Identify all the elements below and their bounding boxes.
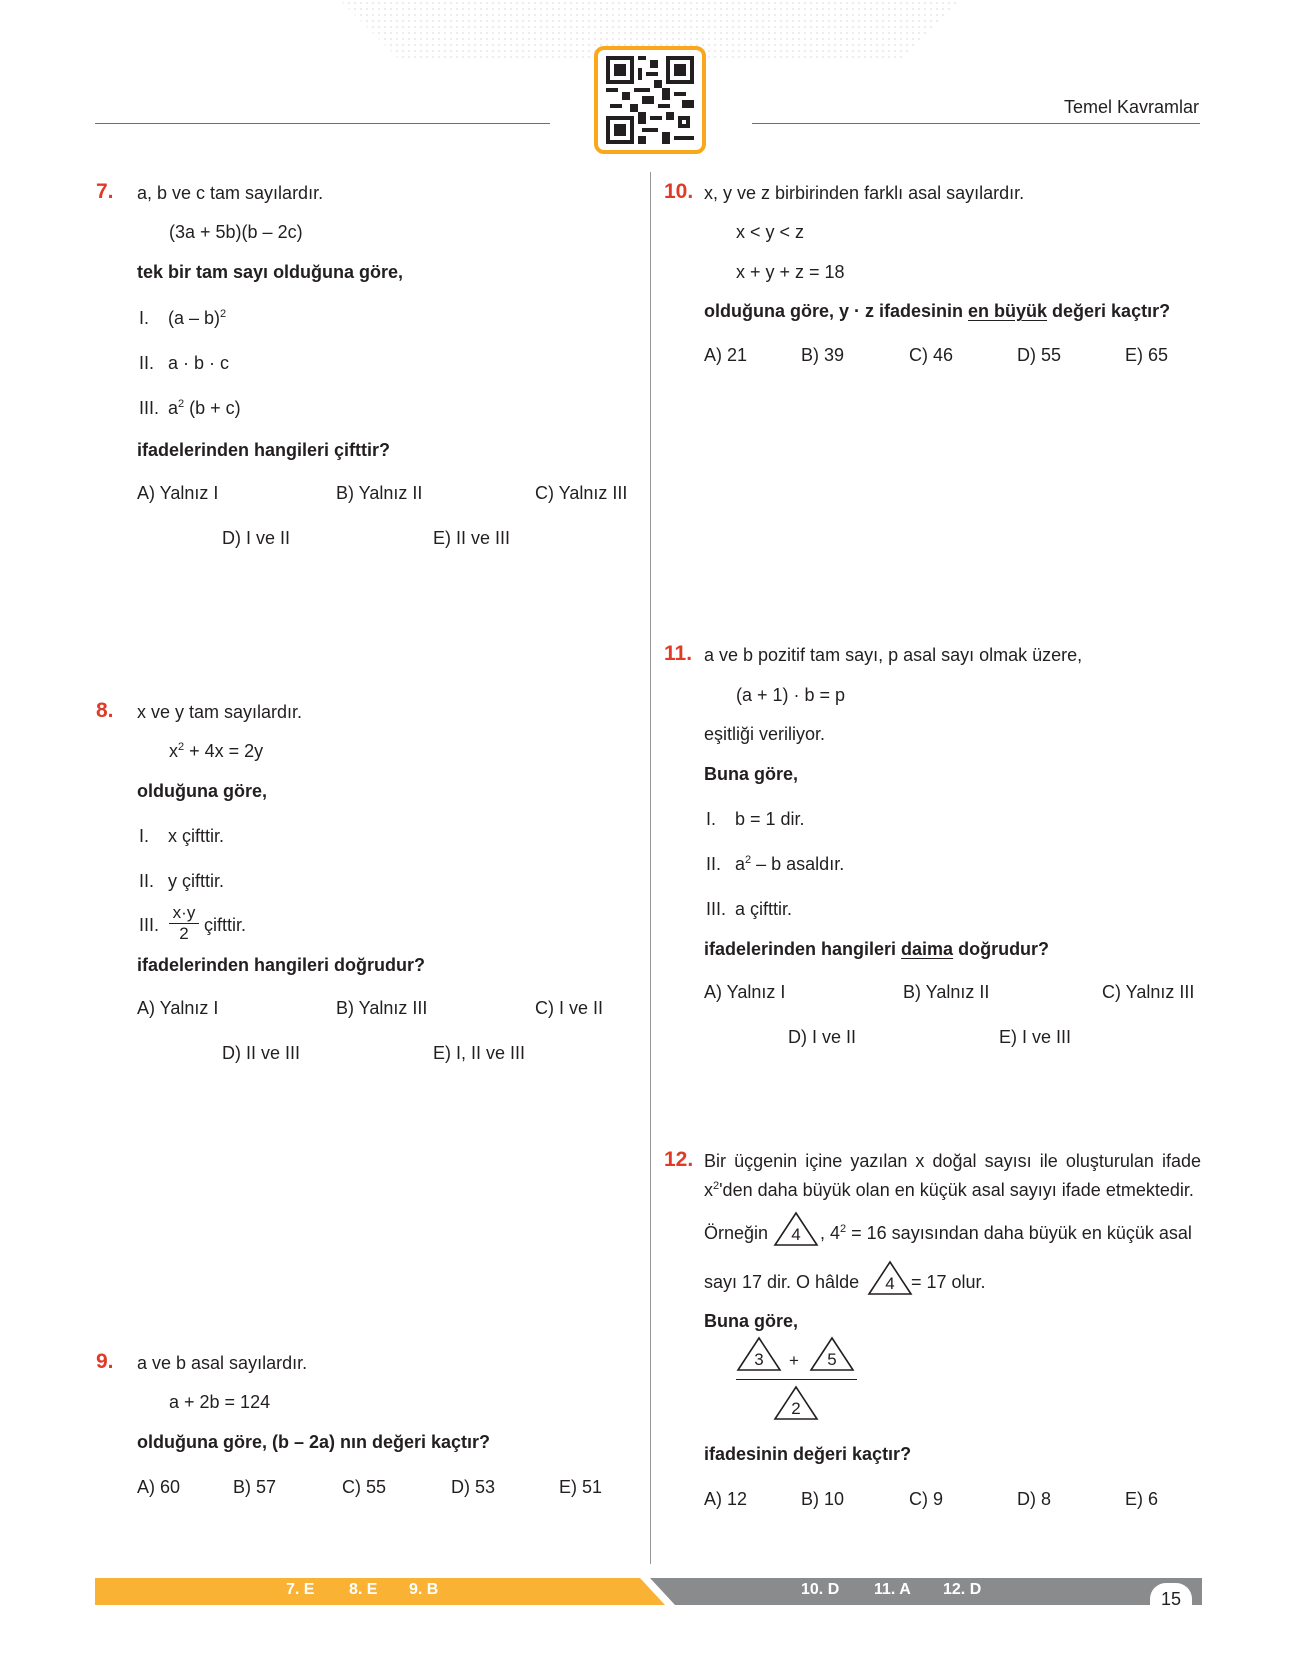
- question-number: 11.: [664, 642, 693, 665]
- option-e[interactable]: E) 51: [559, 1477, 603, 1497]
- option-b[interactable]: B) Yalnız II: [903, 982, 990, 1002]
- answer-key-item: 8. E: [349, 1581, 378, 1598]
- triangle-value: 3: [754, 1350, 764, 1369]
- answer-key-item: 9. B: [409, 1581, 439, 1598]
- triangle-value: 4: [885, 1274, 895, 1293]
- option-c[interactable]: C) 9: [909, 1489, 944, 1509]
- item-label: I.: [706, 809, 717, 829]
- option-d[interactable]: D) 8: [1017, 1489, 1052, 1509]
- fraction-bar: [736, 1379, 857, 1380]
- option-c[interactable]: C) I ve II: [535, 998, 604, 1018]
- triangle-icon: [773, 1385, 819, 1421]
- question-prompt: ifadelerinden hangileri daima doğrudur?: [704, 939, 1050, 959]
- question-stem: a ve b asal sayılardır.: [137, 1353, 308, 1373]
- answer-key-item: 10. D: [801, 1581, 840, 1598]
- triangle-value: 5: [827, 1350, 837, 1369]
- item-label: I.: [139, 826, 150, 846]
- question-condition: Buna göre,: [704, 1311, 799, 1331]
- question-number: 12.: [664, 1148, 694, 1171]
- example-result: = 17 olur.: [911, 1272, 986, 1292]
- question-stem: a, b ve c tam sayılardır.: [137, 183, 324, 203]
- column-divider: [650, 172, 651, 1564]
- option-a[interactable]: A) Yalnız I: [137, 483, 219, 503]
- option-b[interactable]: B) Yalnız II: [336, 483, 423, 503]
- option-a[interactable]: A) 21: [704, 345, 748, 365]
- option-b[interactable]: B) 57: [233, 1477, 277, 1497]
- item-text: $a^2$ – b asaldır.: [735, 854, 845, 874]
- fraction: [169, 903, 199, 944]
- question-number: 7.: [96, 180, 114, 203]
- option-c[interactable]: C) 55: [342, 1477, 387, 1497]
- fraction-denominator: 2: [169, 923, 199, 944]
- triangle-value: 4: [791, 1225, 801, 1244]
- option-d[interactable]: D) II ve III: [222, 1043, 301, 1063]
- question-number: 10.: [664, 180, 694, 203]
- option-c[interactable]: C) Yalnız III: [535, 483, 628, 503]
- option-c[interactable]: C) Yalnız III: [1102, 982, 1195, 1002]
- example-text: , $4^2 = 16$ sayısından daha büyük en küçük asal: [820, 1223, 1192, 1243]
- example-conclusion: sayı 17 dir. O hâlde: [704, 1272, 860, 1292]
- item-label: II.: [139, 871, 155, 891]
- question-condition: tek bir tam sayı olduğuna göre,: [137, 262, 404, 282]
- item-text: $a^2$ (b + c): [168, 398, 241, 418]
- question-stem: x, y ve z birbirinden farklı asal sayılardır.: [704, 183, 1025, 203]
- option-b[interactable]: B) 10: [801, 1489, 845, 1509]
- given-equation: a + 2b = 124: [169, 1392, 271, 1412]
- option-a[interactable]: A) 60: [137, 1477, 181, 1497]
- item-text: y çifttir.: [168, 871, 225, 891]
- item-label: III.: [139, 915, 160, 935]
- item-text: a · b · c: [168, 353, 230, 373]
- option-e[interactable]: E) II ve III: [433, 528, 511, 548]
- option-e[interactable]: E) 65: [1125, 345, 1169, 365]
- item-label: III.: [139, 398, 160, 418]
- given-note: eşitliği veriliyor.: [704, 724, 826, 744]
- given-expression: (3a + 5b)(b – 2c): [169, 222, 303, 242]
- item-text: x çifttir.: [168, 826, 225, 846]
- item-label: II.: [706, 854, 722, 874]
- item-label: II.: [139, 353, 155, 373]
- given-equation: (a + 1) · b = p: [736, 685, 846, 705]
- item-text: (a – b)$^2$: [168, 308, 227, 328]
- option-e[interactable]: E) I ve III: [999, 1027, 1072, 1047]
- triangle-icon: [736, 1336, 782, 1372]
- option-b[interactable]: B) 39: [801, 345, 845, 365]
- answer-key-item: 7. E: [286, 1581, 315, 1598]
- option-e[interactable]: E) I, II ve III: [433, 1043, 526, 1063]
- question-stem: x ve y tam sayılardır.: [137, 702, 303, 722]
- option-a[interactable]: A) Yalnız I: [137, 998, 219, 1018]
- item-label: I.: [139, 308, 150, 328]
- option-d[interactable]: D) 55: [1017, 345, 1062, 365]
- triangle-icon: [867, 1260, 913, 1296]
- option-d[interactable]: D) I ve II: [222, 528, 291, 548]
- question-prompt: ifadelerinden hangileri doğrudur?: [137, 955, 426, 975]
- option-a[interactable]: A) Yalnız I: [704, 982, 786, 1002]
- plus-sign: +: [789, 1351, 799, 1370]
- item-text: b = 1 dir.: [735, 809, 805, 829]
- given-equation: x + y + z = 18: [736, 262, 845, 282]
- question-prompt: olduğuna göre, y · z ifadesinin en büyük değeri kaçtır?: [704, 301, 1171, 321]
- answer-bar-right: [650, 1578, 1202, 1605]
- header-rule-left: [95, 123, 550, 124]
- question-stem-line-1: Bir üçgenin içine yazılan x doğal sayısı ile oluşturulan ifade: [704, 1151, 1201, 1171]
- option-b[interactable]: B) Yalnız III: [336, 998, 428, 1018]
- answer-key-item: 12. D: [943, 1581, 982, 1598]
- option-e[interactable]: E) 6: [1125, 1489, 1159, 1509]
- question-number: 8.: [96, 699, 114, 722]
- question-prompt: ifadesinin değeri kaçtır?: [704, 1444, 912, 1464]
- page-number: 15: [1150, 1583, 1192, 1613]
- section-title: Temel Kavramlar: [1063, 97, 1199, 117]
- answer-key-item: 11. A: [874, 1581, 911, 1598]
- item-text: a çifttir.: [735, 899, 793, 919]
- option-c[interactable]: C) 46: [909, 345, 954, 365]
- item-label: III.: [706, 899, 727, 919]
- question-stem-line-2: $x^2'den$ daha büyük olan en küçük asal sayıyı ifade etmektedir.: [704, 1180, 1194, 1200]
- triangle-icon: [809, 1336, 855, 1372]
- fraction-numerator: x·y: [172, 903, 196, 922]
- item-text: çifttir.: [204, 915, 247, 935]
- given-equation: $x^2 + 4x = 2y$: [169, 741, 264, 761]
- question-condition: Buna göre,: [704, 764, 799, 784]
- question-prompt: ifadelerinden hangileri çifttir?: [137, 440, 391, 460]
- example-intro: Örneğin: [704, 1223, 769, 1243]
- question-stem: a ve b pozitif tam sayı, p asal sayı olmak üzere,: [704, 645, 1083, 665]
- qr-code-icon[interactable]: [594, 46, 706, 154]
- option-d[interactable]: D) I ve II: [788, 1027, 857, 1047]
- question-prompt: olduğuna göre, (b – 2a) nın değeri kaçtır?: [137, 1432, 491, 1452]
- header-rule-right: [752, 123, 1200, 124]
- option-a[interactable]: A) 12: [704, 1489, 748, 1509]
- triangle-icon: [773, 1211, 819, 1247]
- question-condition: olduğuna göre,: [137, 781, 267, 801]
- given-inequality: x < y < z: [736, 222, 805, 242]
- question-number: 9.: [96, 1350, 114, 1373]
- triangle-value: 2: [791, 1399, 801, 1418]
- option-d[interactable]: D) 53: [451, 1477, 496, 1497]
- answer-bar-left: [95, 1578, 665, 1605]
